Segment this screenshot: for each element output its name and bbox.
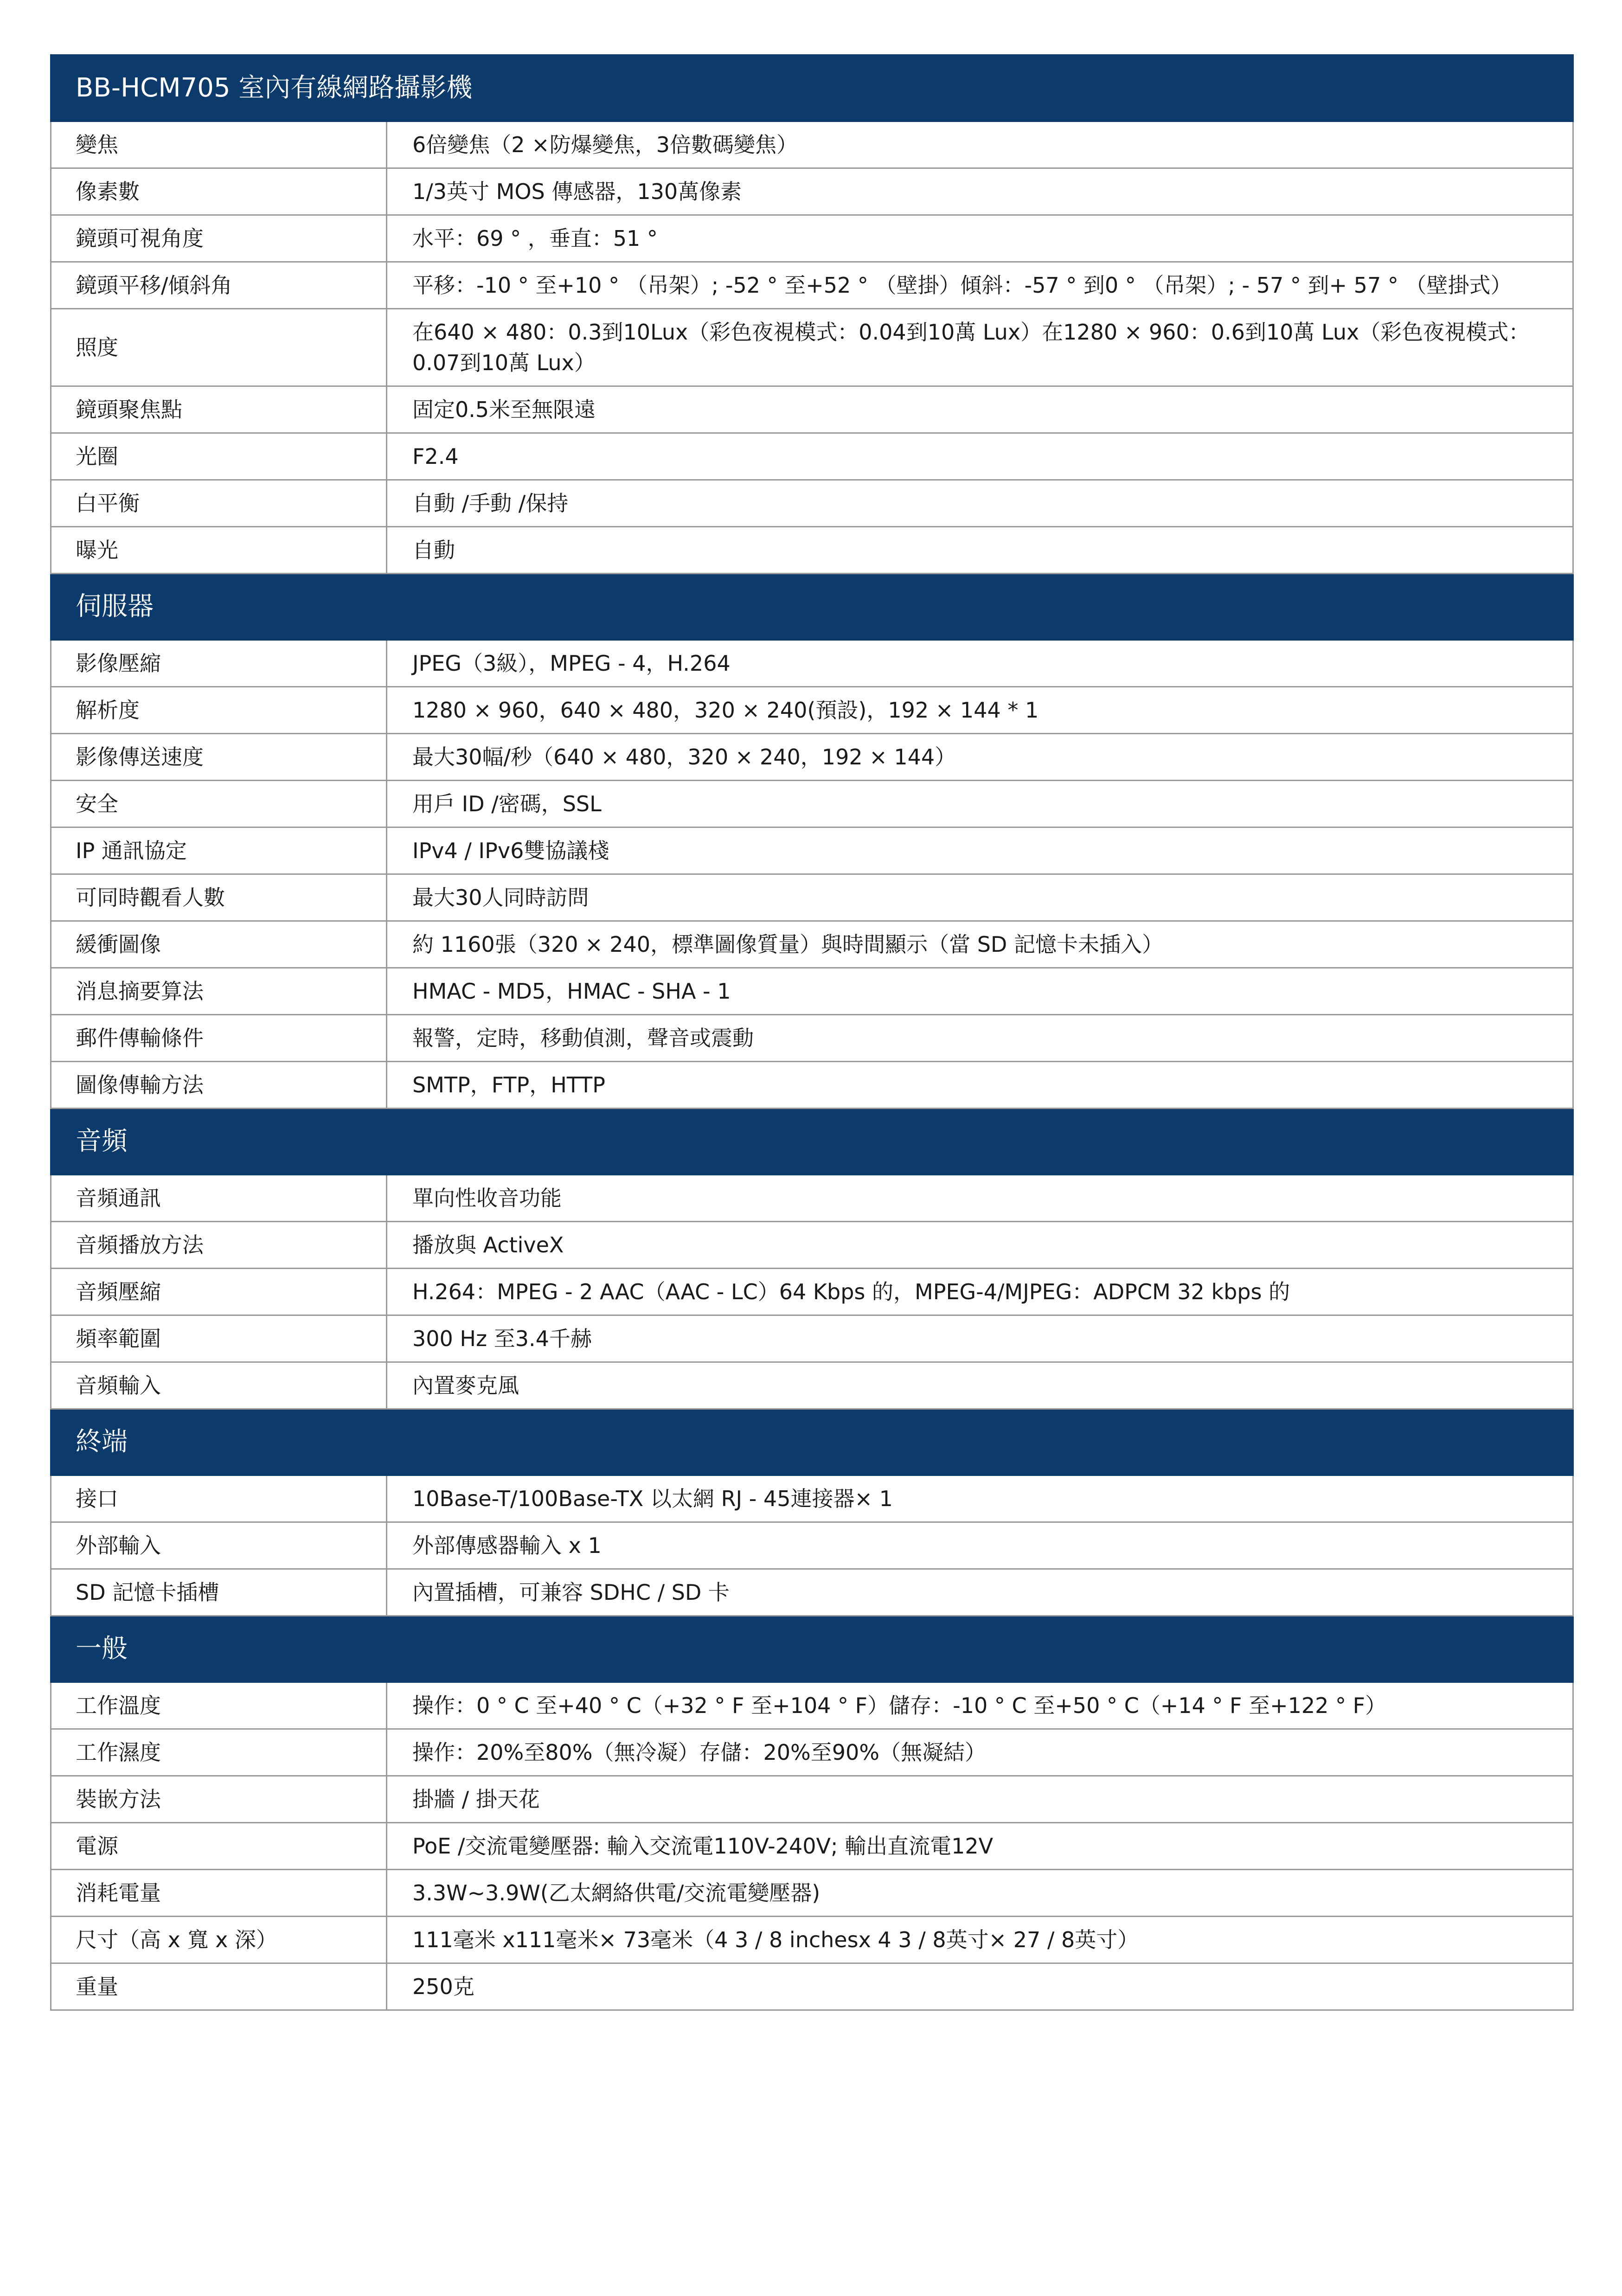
spec-value: 單向性收音功能 (387, 1175, 1573, 1222)
spec-label: 照度 (51, 309, 387, 386)
table-row (51, 827, 1573, 874)
spec-value: 250克 (387, 1963, 1573, 2010)
spec-label: 像素數 (51, 168, 387, 215)
spec-value: IPv4 / IPv6雙協議棧 (387, 827, 1573, 874)
table-row (51, 1823, 1573, 1870)
table-row (51, 921, 1573, 968)
table-row (51, 122, 1573, 168)
table-row (51, 309, 1573, 386)
spec-value: 111毫米 x111毫米× 73毫米（4 3 / 8 inchesx 4 3 / 8英寸× 27 / 8英寸） (387, 1917, 1573, 1963)
spec-value: 約 1160張（320 × 240，標準圖像質量）與時間顯示（當 SD 記憶卡未插入） (387, 921, 1573, 968)
spec-value: 自動 /手動 /保持 (387, 480, 1573, 527)
section-title: 伺服器 (51, 574, 1573, 640)
table-row (51, 1870, 1573, 1917)
table-row (51, 1222, 1573, 1269)
spec-label: 音頻輸入 (51, 1362, 387, 1409)
spec-label: 白平衡 (51, 480, 387, 527)
section-header (51, 1616, 1573, 1682)
table-row (51, 168, 1573, 215)
table-row (51, 874, 1573, 921)
spec-value: 1/3英寸 MOS 傳感器，130萬像素 (387, 168, 1573, 215)
table-row (51, 262, 1573, 309)
table-row (51, 1682, 1573, 1729)
spec-label: 工作濕度 (51, 1729, 387, 1776)
spec-label: 緩衝圖像 (51, 921, 387, 968)
spec-value: 內置麥克風 (387, 1362, 1573, 1409)
spec-value: HMAC - MD5，HMAC - SHA - 1 (387, 968, 1573, 1015)
table-row (51, 386, 1573, 433)
spec-value: 6倍變焦（2 ×防爆變焦，3倍數碼變焦） (387, 122, 1573, 168)
table-row (51, 1315, 1573, 1362)
table-row (51, 781, 1573, 827)
table-row (51, 1362, 1573, 1409)
section-header (51, 1409, 1573, 1475)
spec-value: JPEG（3級），MPEG - 4，H.264 (387, 640, 1573, 687)
spec-value: 最大30人同時訪問 (387, 874, 1573, 921)
spec-label: 影像壓縮 (51, 640, 387, 687)
table-row (51, 687, 1573, 734)
table-row (51, 968, 1573, 1015)
spec-value: H.264：MPEG - 2 AAC（AAC - LC）64 Kbps 的，MPEG-4/MJPEG：ADPCM 32 kbps 的 (387, 1269, 1573, 1315)
spec-label: 工作溫度 (51, 1682, 387, 1729)
table-row (51, 480, 1573, 527)
spec-value: 自動 (387, 527, 1573, 574)
spec-label: 外部輸入 (51, 1522, 387, 1569)
table-row (51, 1917, 1573, 1963)
spec-value: 掛牆 / 掛天花 (387, 1776, 1573, 1823)
spec-value: 內置插槽，可兼容 SDHC / SD 卡 (387, 1569, 1573, 1616)
spec-label: 頻率範圍 (51, 1315, 387, 1362)
section-title: 一般 (51, 1616, 1573, 1682)
table-row (51, 734, 1573, 781)
spec-label: SD 記憶卡插槽 (51, 1569, 387, 1616)
spec-label: 變焦 (51, 122, 387, 168)
spec-label: 音頻壓縮 (51, 1269, 387, 1315)
table-row (51, 433, 1573, 480)
table-row (51, 215, 1573, 262)
spec-label: 影像傳送速度 (51, 734, 387, 781)
section-header (51, 574, 1573, 640)
spec-label: 重量 (51, 1963, 387, 2010)
spec-label: 光圈 (51, 433, 387, 480)
section-title: BB-HCM705 室內有線網路攝影機 (51, 55, 1573, 122)
spec-value: 操作：20%至80%（無冷凝）存儲：20%至90%（無凝結） (387, 1729, 1573, 1776)
table-row (51, 1015, 1573, 1062)
section-header (51, 1109, 1573, 1175)
table-row (51, 1569, 1573, 1616)
spec-label: 尺寸（高 x 寬 x 深） (51, 1917, 387, 1963)
spec-value: 固定0.5米至無限遠 (387, 386, 1573, 433)
spec-value: 用戶 ID /密碼，SSL (387, 781, 1573, 827)
spec-label: 可同時觀看人數 (51, 874, 387, 921)
spec-label: 鏡頭聚焦點 (51, 386, 387, 433)
spec-label: 音頻播放方法 (51, 1222, 387, 1269)
table-row (51, 1729, 1573, 1776)
spec-label: 接口 (51, 1475, 387, 1522)
table-row (51, 1522, 1573, 1569)
spec-value: 水平：69 ° ，垂直：51 ° (387, 215, 1573, 262)
spec-label: 鏡頭平移/傾斜角 (51, 262, 387, 309)
table-row (51, 1269, 1573, 1315)
spec-table (50, 54, 1574, 2011)
spec-value: SMTP，FTP，HTTP (387, 1062, 1573, 1109)
section-title: 終端 (51, 1409, 1573, 1475)
spec-value: 平移：-10 ° 至+10 ° （吊架）; -52 ° 至+52 ° （壁掛）傾斜：-57 ° 到0 ° （吊架）; - 57 ° 到+ 57 ° （壁掛式） (387, 262, 1573, 309)
spec-label: 安全 (51, 781, 387, 827)
spec-value: 3.3W~3.9W(乙太網絡供電/交流電變壓器) (387, 1870, 1573, 1917)
table-row (51, 1963, 1573, 2010)
table-row (51, 1475, 1573, 1522)
spec-label: 曝光 (51, 527, 387, 574)
spec-value: F2.4 (387, 433, 1573, 480)
spec-label: 鏡頭可視角度 (51, 215, 387, 262)
spec-label: 消息摘要算法 (51, 968, 387, 1015)
spec-value: 300 Hz 至3.4千赫 (387, 1315, 1573, 1362)
spec-value: 10Base-T/100Base-TX 以太網 RJ - 45連接器× 1 (387, 1475, 1573, 1522)
spec-label: 音頻通訊 (51, 1175, 387, 1222)
table-row (51, 1062, 1573, 1109)
table-row (51, 1776, 1573, 1823)
section-header (51, 55, 1573, 122)
spec-value: 1280 × 960，640 × 480，320 × 240(預設)，192 × 144 * 1 (387, 687, 1573, 734)
spec-value: PoE /交流電變壓器: 輸入交流電110V-240V; 輸出直流電12V (387, 1823, 1573, 1870)
spec-value: 播放與 ActiveX (387, 1222, 1573, 1269)
spec-label: 消耗電量 (51, 1870, 387, 1917)
spec-value: 在640 × 480：0.3到10Lux（彩色夜視模式：0.04到10萬 Lux）在1280 × 960：0.6到10萬 Lux（彩色夜視模式：0.07到10萬 Lux） (387, 309, 1573, 386)
table-row (51, 640, 1573, 687)
spec-label: 郵件傳輸條件 (51, 1015, 387, 1062)
spec-value: 最大30幅/秒（640 × 480，320 × 240，192 × 144） (387, 734, 1573, 781)
table-row (51, 527, 1573, 574)
spec-label: IP 通訊協定 (51, 827, 387, 874)
table-row (51, 1175, 1573, 1222)
section-title: 音頻 (51, 1109, 1573, 1175)
spec-label: 裝嵌方法 (51, 1776, 387, 1823)
spec-value: 報警，定時，移動偵測，聲音或震動 (387, 1015, 1573, 1062)
spec-value: 外部傳感器輸入 x 1 (387, 1522, 1573, 1569)
spec-label: 電源 (51, 1823, 387, 1870)
spec-value: 操作：0 ° C 至+40 ° C（+32 ° F 至+104 ° F）儲存：-10 ° C 至+50 ° C（+14 ° F 至+122 ° F） (387, 1682, 1573, 1729)
spec-label: 圖像傳輸方法 (51, 1062, 387, 1109)
spec-label: 解析度 (51, 687, 387, 734)
